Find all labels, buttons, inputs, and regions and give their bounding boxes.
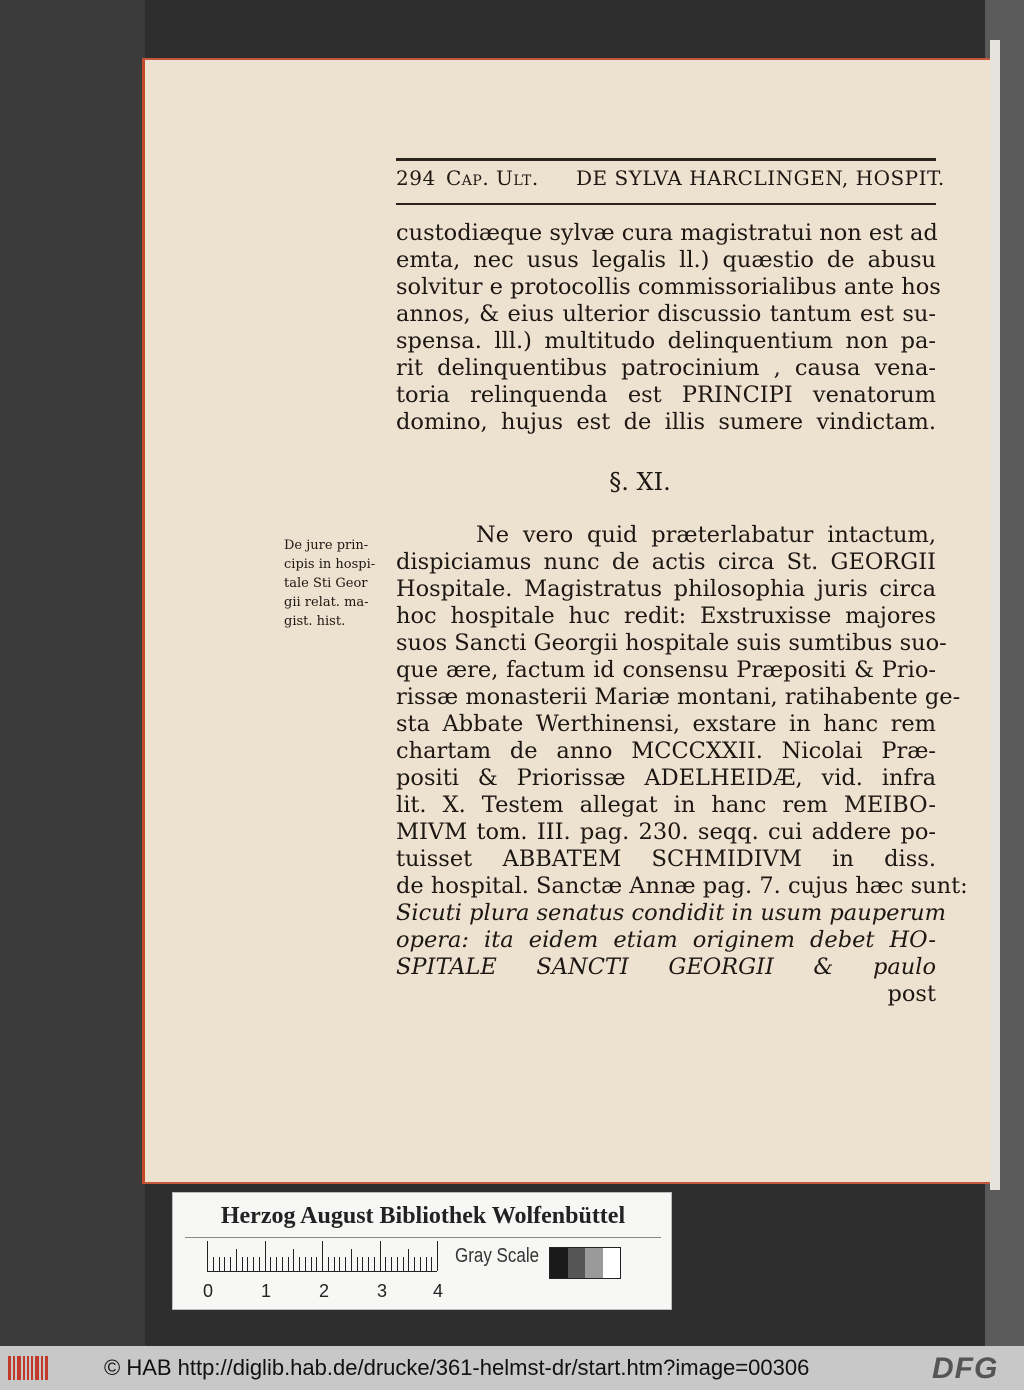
- ruler-tick: [322, 1241, 323, 1271]
- page-number: 294: [396, 166, 436, 190]
- ruler-number: 0: [203, 1281, 214, 1301]
- paragraph-main: [396, 522, 968, 1008]
- margin-note-line: gist. hist.: [284, 614, 346, 629]
- ruler-tick: [385, 1257, 386, 1271]
- ruler-baseline: [207, 1271, 437, 1272]
- text-line: domino, hujus est de illis sumere vindictam.: [396, 409, 936, 435]
- gray-swatch: [585, 1248, 603, 1278]
- ruler-tick: [270, 1257, 271, 1271]
- ruler-tick: [403, 1257, 404, 1271]
- gray-swatch: [603, 1248, 621, 1278]
- text-line: custodiæque sylvæ cura magistratui non est ad: [396, 220, 938, 246]
- header-title: DE SYLVA HARCLINGEN, HOSPIT.: [576, 166, 945, 190]
- text-line: de hospital. Sanctæ Annæ pag. 7. cujus hæc sunt:: [396, 873, 968, 899]
- ruler-tick: [213, 1257, 214, 1271]
- ruler-tick: [334, 1257, 335, 1271]
- ruler-tick: [339, 1257, 340, 1271]
- ruler-tick: [311, 1257, 312, 1271]
- text-line: opera: ita eidem etiam originem debet HO-: [396, 927, 936, 953]
- running-header: [396, 166, 945, 196]
- ruler-tick: [368, 1257, 369, 1271]
- ruler-tick: [305, 1257, 306, 1271]
- ruler-tick: [224, 1257, 225, 1271]
- dfg-logo: DFG: [932, 1352, 999, 1385]
- text-line: suos Sancti Georgii hospitale suis sumtibus suo-: [396, 630, 947, 656]
- ruler-tick: [265, 1241, 266, 1271]
- text-line: sta Abbate Werthinensi, exstare in hanc rem: [396, 711, 936, 737]
- text-line: Hospitale. Magistratus philosophia juris circa: [396, 576, 936, 602]
- card-divider: [185, 1237, 661, 1238]
- margin-note-line: De jure prin-: [284, 538, 369, 553]
- ruler-tick: [207, 1241, 208, 1271]
- scan-background-left: [0, 0, 145, 1346]
- text-line: solvitur e protocollis commissorialibus ante hos: [396, 274, 941, 300]
- chapter-label: Cap. Ult.: [446, 166, 539, 190]
- text-line: Sicuti plura senatus condidit in usum pauperum: [396, 900, 946, 926]
- ruler-tick: [293, 1249, 294, 1271]
- gray-scale-swatches: [549, 1247, 621, 1279]
- text-line: lit. X. Testem allegat in hanc rem MEIBO-: [396, 792, 936, 818]
- text-line: hoc hospitale huc redit: Exstruxisse majores: [396, 603, 936, 629]
- ruler-tick: [420, 1257, 421, 1271]
- ruler-tick: [397, 1257, 398, 1271]
- gray-scale-label: Gray Scale: [455, 1245, 540, 1267]
- ruler-number: 1: [261, 1281, 272, 1301]
- ruler-tick: [328, 1257, 329, 1271]
- library-name: Herzog August Bibliothek Wolfenbüttel: [220, 1203, 626, 1229]
- ruler-tick: [431, 1257, 432, 1271]
- text-line: emta, nec usus legalis ll.) quæstio de abusu: [396, 247, 936, 273]
- ruler-tick: [357, 1257, 358, 1271]
- header-rule-bottom: [396, 203, 936, 205]
- footer-copyright-link[interactable]: © HAB http://diglib.hab.de/drucke/361-helmst-dr/start.htm?image=00306: [104, 1355, 810, 1380]
- facing-page-edge: [990, 40, 1000, 1190]
- ruler-tick: [253, 1257, 254, 1271]
- margin-note-line: tale Sti Geor: [284, 576, 368, 591]
- text-line: MIVM tom. III. pag. 230. seqq. cui addere po-: [396, 819, 936, 845]
- ruler-tick: [247, 1257, 248, 1271]
- text-line: rit delinquentibus patrocinium , causa vena-: [396, 355, 936, 381]
- ruler-tick: [408, 1249, 409, 1271]
- header-rule-top: [396, 158, 936, 161]
- text-line: positi & Priorissæ ADELHEIDÆ, vid. infra: [396, 765, 936, 791]
- text-line: dispiciamus nunc de actis circa St. GEORGII: [396, 549, 936, 575]
- ruler-tick: [362, 1257, 363, 1271]
- ruler-number: 3: [377, 1281, 388, 1301]
- hab-logo-icon: [8, 1356, 48, 1380]
- ruler-tick: [230, 1257, 231, 1271]
- text-line: tuisset ABBATEM SCHMIDIVM in diss.: [396, 846, 936, 872]
- ruler-tick: [282, 1257, 283, 1271]
- gray-swatch: [550, 1248, 568, 1278]
- ruler-tick: [345, 1257, 346, 1271]
- text-line: SPITALE SANCTI GEORGII & paulo: [396, 954, 936, 980]
- ruler-number: 4: [433, 1281, 444, 1301]
- ruler-tick: [316, 1257, 317, 1271]
- ruler-tick: [437, 1241, 438, 1271]
- text-line: toria relinquenda est PRINCIPI venatorum: [396, 382, 936, 408]
- text-line: spensa. lll.) multitudo delinquentium non pa-: [396, 328, 936, 354]
- text-line: Ne vero quid præterlabatur intactum,: [476, 522, 936, 548]
- gray-swatch: [568, 1248, 586, 1278]
- ruler-tick: [380, 1241, 381, 1271]
- ruler-tick: [276, 1257, 277, 1271]
- ruler-tick: [374, 1257, 375, 1271]
- library-color-card: [172, 1192, 672, 1310]
- ruler-tick: [236, 1249, 237, 1271]
- text-line: annos, & eius ulterior discussio tantum est su-: [396, 301, 936, 327]
- ruler-tick: [299, 1257, 300, 1271]
- paragraph-top: [396, 220, 941, 436]
- ruler-number: 2: [319, 1281, 330, 1301]
- margin-note: [284, 536, 392, 631]
- ruler-tick: [259, 1257, 260, 1271]
- margin-note-line: cipis in hospi-: [284, 557, 376, 572]
- ruler-tick: [351, 1249, 352, 1271]
- ruler-tick: [242, 1257, 243, 1271]
- section-heading: §. XI.: [609, 468, 671, 496]
- footer-bar: [0, 1346, 1024, 1390]
- ruler-tick: [391, 1257, 392, 1271]
- margin-note-line: gii relat. ma-: [284, 595, 369, 610]
- catchword: post: [887, 981, 936, 1007]
- text-line: que ære, factum id consensu Præpositi & Prio-: [396, 657, 936, 683]
- ruler-tick: [288, 1257, 289, 1271]
- text-line: chartam de anno MCCCXXII. Nicolai Præ-: [396, 738, 936, 764]
- ruler-tick: [219, 1257, 220, 1271]
- ruler-tick: [426, 1257, 427, 1271]
- text-line: rissæ monasterii Mariæ montani, ratihabente ge-: [396, 684, 961, 710]
- show-through-text: [420, 438, 426, 462]
- ruler-tick: [414, 1257, 415, 1271]
